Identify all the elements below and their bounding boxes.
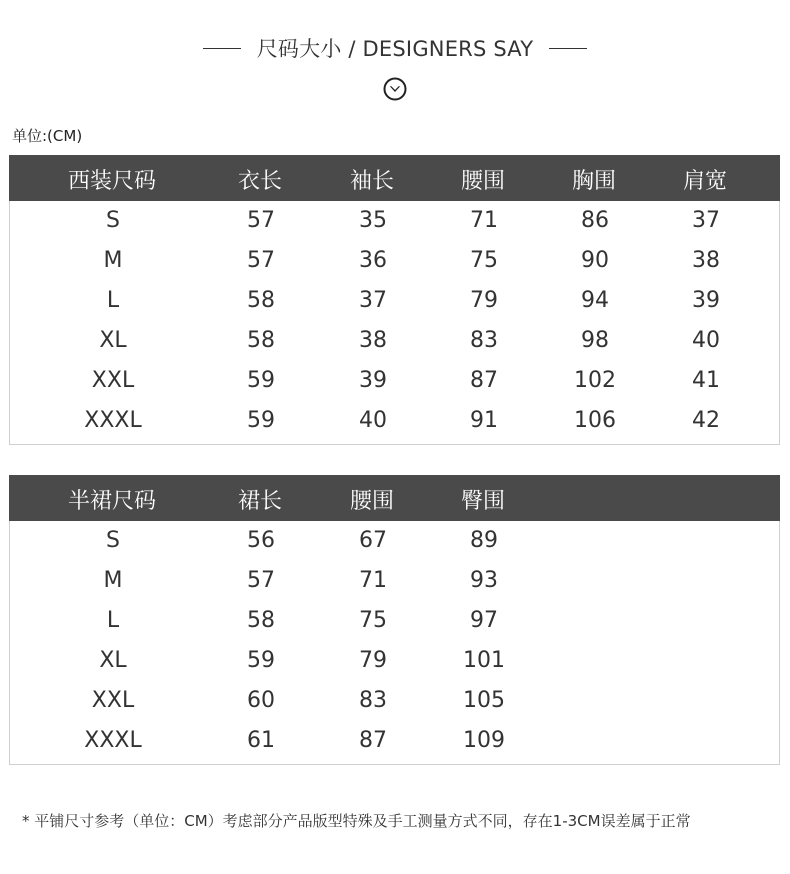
table-row [10,282,779,322]
table-cell: 57 [247,568,275,593]
table-cell: XXL [91,368,135,393]
table-cell: 39 [359,368,387,393]
table-cell: 57 [247,248,275,273]
chevron-down-circle-icon [383,77,407,101]
header-cell-skirt-length: 裙长 [237,489,283,514]
table-cell: 93 [470,568,498,593]
page-title: 尺码大小 / DESIGNERS SAY [256,37,534,61]
right-dash-divider [549,48,587,49]
table-cell: M [103,568,123,593]
table-cell: 42 [692,408,720,433]
table-cell: 97 [470,608,498,633]
header-cell-size: 半裙尺码 [67,489,157,514]
table-row [10,362,779,402]
table-cell: 39 [692,288,720,313]
table-cell: 91 [470,408,498,433]
table-cell: 59 [247,368,275,393]
measurement-note: * 平铺尺寸参考（单位：CM）考虑部分产品版型特殊及手工测量方式不同，存在1-3CM误差属于正常 [22,812,691,830]
skirt-table-header [9,475,780,521]
table-cell: 58 [247,288,275,313]
table-cell: L [106,608,120,633]
table-cell: 37 [692,208,720,233]
table-cell: 58 [247,328,275,353]
table-cell: 57 [247,208,275,233]
table-cell: 36 [359,248,387,273]
table-cell: 89 [470,528,498,553]
table-cell: M [103,248,123,273]
table-row [10,642,779,682]
table-cell: 83 [359,688,387,713]
table-cell: 59 [247,408,275,433]
table-cell: 37 [359,288,387,313]
table-row [10,562,779,602]
suit-size-table [9,155,780,445]
table-row [10,202,779,242]
table-cell: 61 [247,728,275,753]
table-cell: 38 [359,328,387,353]
header-cell-chest: 胸围 [571,169,617,194]
header-cell-waist: 腰围 [349,489,395,514]
unit-label: 单位:(CM) [12,127,83,145]
table-cell: 40 [692,328,720,353]
table-cell: 87 [359,728,387,753]
table-cell: 38 [692,248,720,273]
table-cell: XL [99,328,127,353]
table-row [10,682,779,722]
table-cell: 86 [581,208,609,233]
table-row [10,602,779,642]
suit-table-header [9,155,780,201]
table-cell: 102 [574,368,616,393]
table-row [10,242,779,282]
table-cell: 56 [247,528,275,553]
table-cell: 105 [463,688,505,713]
table-cell: 98 [581,328,609,353]
table-row [10,522,779,562]
table-cell: S [106,528,120,553]
table-cell: S [106,208,120,233]
table-cell: 40 [359,408,387,433]
table-cell: 71 [359,568,387,593]
table-cell: 71 [470,208,498,233]
table-cell: 109 [463,728,505,753]
table-cell: XXXL [84,408,142,433]
header-cell-shoulder: 肩宽 [682,169,728,194]
page-header [0,30,790,66]
header-cell-waist: 腰围 [460,169,506,194]
table-cell: 83 [470,328,498,353]
table-cell: XL [99,648,127,673]
table-cell: 87 [470,368,498,393]
table-cell: 75 [470,248,498,273]
table-cell: 94 [581,288,609,313]
table-cell: 59 [247,648,275,673]
table-row [10,402,779,442]
table-cell: 101 [463,648,505,673]
table-cell: XXL [91,688,135,713]
table-cell: 106 [574,408,616,433]
header-cell-size: 西装尺码 [67,169,157,194]
skirt-size-table [9,475,780,765]
table-cell: 79 [470,288,498,313]
header-cell-hip: 臀围 [460,489,506,514]
table-cell: 79 [359,648,387,673]
table-cell: 67 [359,528,387,553]
header-cell-sleeve: 袖长 [349,169,395,194]
table-cell: 41 [692,368,720,393]
table-row [10,322,779,362]
table-row [10,722,779,762]
left-dash-divider [203,48,241,49]
table-cell: 58 [247,608,275,633]
table-cell: 35 [359,208,387,233]
table-cell: L [106,288,120,313]
table-cell: 60 [247,688,275,713]
header-cell-length: 衣长 [237,169,283,194]
table-cell: XXXL [84,728,142,753]
table-cell: 75 [359,608,387,633]
table-cell: 90 [581,248,609,273]
